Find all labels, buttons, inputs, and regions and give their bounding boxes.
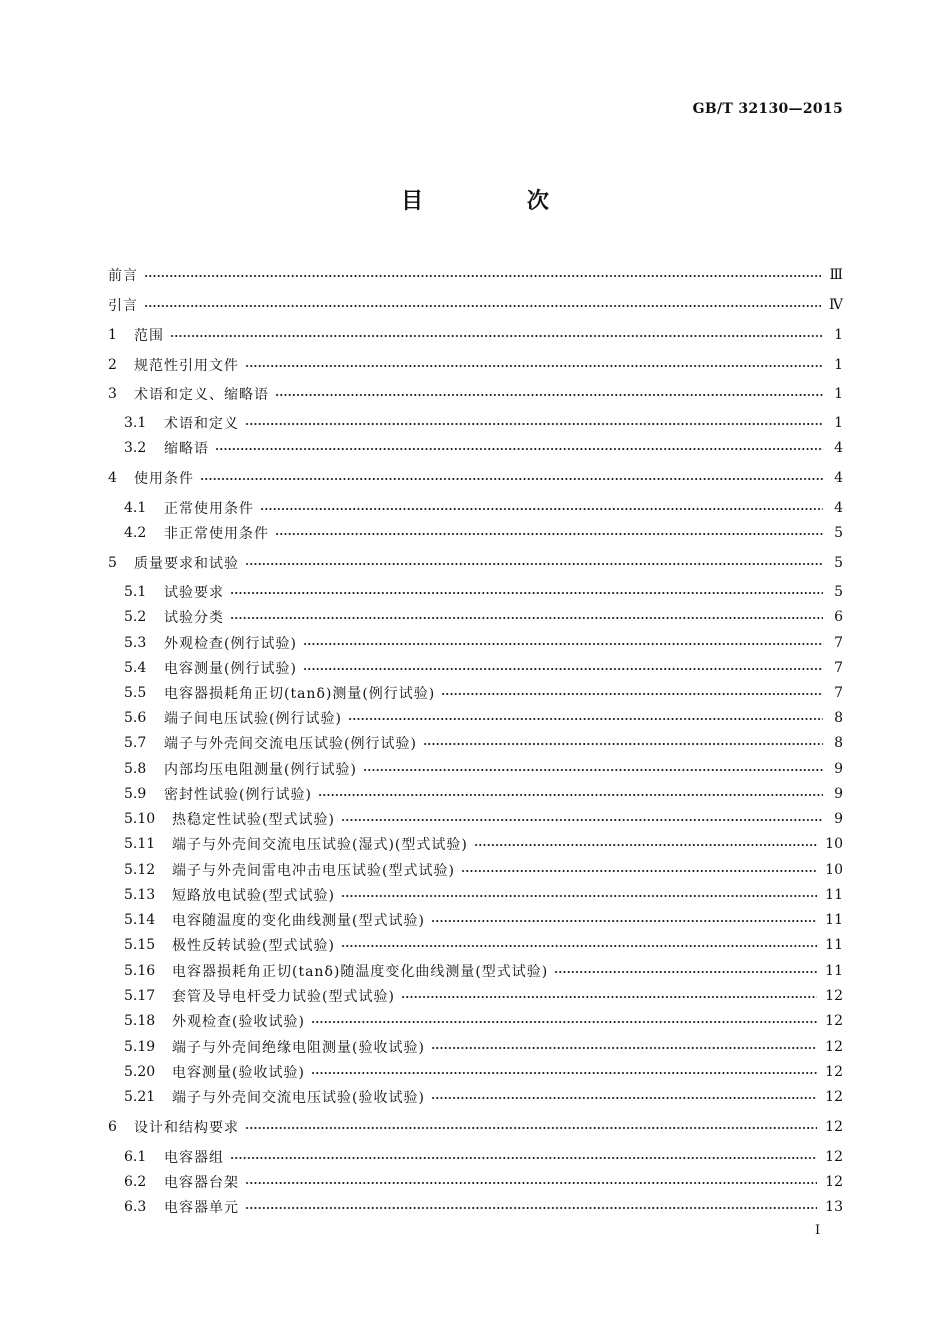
- toc-entry-title: 热稳定性试验(型式试验): [172, 812, 335, 828]
- toc-entry-page: 12: [825, 1119, 843, 1135]
- toc-leader-dots: [230, 1157, 817, 1159]
- toc-entry[interactable]: [108, 466, 843, 490]
- toc-leader-dots: [144, 305, 821, 307]
- toc-entry-title: 端子间电压试验(例行试验): [164, 711, 342, 727]
- toc-entry[interactable]: [108, 656, 843, 680]
- toc-entry-page: 4: [834, 470, 843, 486]
- toc-leader-dots: [363, 769, 823, 771]
- toc-entry-number: 5.20: [124, 1064, 156, 1080]
- toc-entry-number: 6.1: [124, 1149, 147, 1165]
- toc-entry-page: 12: [825, 1064, 843, 1080]
- toc-entry[interactable]: [108, 1009, 843, 1033]
- toc-entry-number: 5.16: [124, 963, 156, 979]
- toc-entry[interactable]: [108, 293, 843, 317]
- toc-entry-page: 6: [834, 609, 843, 625]
- toc-leader-dots: [431, 920, 817, 922]
- toc-leader-dots: [245, 1207, 817, 1209]
- toc-entry-number: 3.1: [124, 415, 147, 431]
- toc-entry-title: 端子与外壳间交流电压试验(湿式)(型式试验): [172, 837, 468, 853]
- toc-entry-number: 5.6: [124, 710, 147, 726]
- toc-entry-number: 5.11: [124, 836, 156, 852]
- toc-entry-page: 4: [834, 500, 843, 516]
- toc-leader-dots: [215, 448, 823, 450]
- toc-entry-title: 电容器单元: [164, 1200, 239, 1216]
- toc-leader-dots: [170, 335, 823, 337]
- toc-entry-title: 电容测量(验收试验): [172, 1065, 305, 1081]
- toc-leader-dots: [474, 844, 817, 846]
- toc-leader-dots: [200, 478, 823, 480]
- toc-entry-title: 规范性引用文件: [134, 358, 239, 374]
- standard-number: GB/T 32130—2015: [692, 101, 843, 117]
- toc-entry[interactable]: [108, 580, 843, 604]
- toc-entry-number: 4.2: [124, 525, 147, 541]
- page-title: 目 次: [401, 188, 597, 214]
- toc-leader-dots: [554, 971, 817, 973]
- toc-entry-page: 12: [825, 1174, 843, 1190]
- toc-entry-page: 1: [834, 357, 843, 373]
- toc-leader-dots: [245, 423, 823, 425]
- toc-entry-number: 3.2: [124, 440, 147, 456]
- toc-leader-dots: [245, 1127, 817, 1129]
- toc-entry-page: 12: [825, 1013, 843, 1029]
- toc-entry[interactable]: [108, 807, 843, 831]
- toc-entry[interactable]: [108, 731, 843, 755]
- toc-entry-title: 电容器损耗角正切(tanδ)随温度变化曲线测量(型式试验): [172, 964, 549, 980]
- toc-entry-title: 试验要求: [164, 585, 224, 601]
- toc-entry[interactable]: [108, 782, 843, 806]
- toc-entry-number: 6: [108, 1119, 117, 1135]
- toc-leader-dots: [423, 743, 823, 745]
- toc-entry-page: Ⅲ: [829, 267, 843, 283]
- toc-entry-page: 11: [825, 937, 843, 953]
- toc-entry-title: 范围: [134, 328, 164, 344]
- toc-entry-title: 端子与外壳间绝缘电阻测量(验收试验): [172, 1040, 425, 1056]
- toc-entry[interactable]: [108, 1170, 843, 1194]
- toc-entry-title: 电容测量(例行试验): [164, 661, 297, 677]
- toc-entry-title: 术语和定义: [164, 416, 239, 432]
- toc-entry-title: 套管及导电杆受力试验(型式试验): [172, 989, 395, 1005]
- toc-entry-title: 设计和结构要求: [134, 1120, 239, 1136]
- toc-entry[interactable]: [108, 681, 843, 705]
- toc-leader-dots: [303, 643, 823, 645]
- toc-leader-dots: [245, 563, 823, 565]
- toc-entry-page: 11: [825, 887, 843, 903]
- toc-entry-title: 极性反转试验(型式试验): [172, 938, 335, 954]
- toc-leader-dots: [401, 996, 817, 998]
- toc-leader-dots: [275, 394, 823, 396]
- toc-entry-number: 6.2: [124, 1174, 147, 1190]
- toc-entry[interactable]: [108, 959, 843, 983]
- toc-entry-number: 5.18: [124, 1013, 156, 1029]
- toc-leader-dots: [303, 668, 823, 670]
- toc-entry[interactable]: [108, 551, 843, 575]
- toc-entry-number: 5.14: [124, 912, 156, 928]
- toc-entry-page: 8: [834, 735, 843, 751]
- toc-entry-number: 5.8: [124, 761, 147, 777]
- toc-entry[interactable]: [108, 933, 843, 957]
- toc-entry-number: 3: [108, 386, 117, 402]
- toc-leader-dots: [431, 1047, 817, 1049]
- toc-entry-number: 5: [108, 555, 117, 571]
- toc-entry[interactable]: [108, 323, 843, 347]
- toc-entry-number: 5.7: [124, 735, 147, 751]
- toc-entry-number: 4: [108, 470, 117, 486]
- toc-leader-dots: [275, 533, 823, 535]
- toc-entry-page: 10: [825, 862, 843, 878]
- toc-entry-page: 10: [825, 836, 843, 852]
- toc-entry-page: 1: [834, 327, 843, 343]
- toc-entry[interactable]: [108, 605, 843, 629]
- toc-entry-number: 2: [108, 357, 117, 373]
- toc-entry-number: 5.21: [124, 1089, 156, 1105]
- toc-entry-page: 1: [834, 415, 843, 431]
- toc-leader-dots: [318, 794, 823, 796]
- toc-entry[interactable]: [108, 1195, 843, 1219]
- toc-entry-title: 非正常使用条件: [164, 526, 269, 542]
- toc-entry-title: 电容器损耗角正切(tanδ)测量(例行试验): [164, 686, 436, 702]
- toc-entry-title: 术语和定义、缩略语: [134, 387, 269, 403]
- toc-entry-title: 端子与外壳间雷电冲击电压试验(型式试验): [172, 863, 455, 879]
- toc-entry-page: 9: [834, 811, 843, 827]
- toc-entry[interactable]: [108, 757, 843, 781]
- toc-entry-page: 5: [834, 584, 843, 600]
- toc-entry[interactable]: [108, 631, 843, 655]
- toc-entry-title: 电容器台架: [164, 1175, 239, 1191]
- toc-entry-number: 5.9: [124, 786, 147, 802]
- toc-entry[interactable]: [108, 436, 843, 460]
- toc-entry[interactable]: [108, 521, 843, 545]
- toc-entry[interactable]: [108, 883, 843, 907]
- toc-entry-title: 试验分类: [164, 610, 224, 626]
- toc-entry-page: 9: [834, 786, 843, 802]
- toc-leader-dots: [431, 1097, 817, 1099]
- toc-entry-page: 9: [834, 761, 843, 777]
- toc-entry-title: 引言: [108, 298, 138, 314]
- toc-leader-dots: [348, 718, 823, 720]
- toc-entry-title: 使用条件: [134, 471, 194, 487]
- toc-entry-title: 端子与外壳间交流电压试验(验收试验): [172, 1090, 425, 1106]
- toc-entry-title: 正常使用条件: [164, 501, 254, 517]
- toc-entry-page: 7: [834, 685, 843, 701]
- toc-entry-number: 5.4: [124, 660, 147, 676]
- toc-entry-title: 密封性试验(例行试验): [164, 787, 312, 803]
- toc-leader-dots: [461, 870, 817, 872]
- toc-leader-dots: [245, 1182, 817, 1184]
- toc-entry[interactable]: [108, 411, 843, 435]
- toc-entry-number: 5.12: [124, 862, 156, 878]
- toc-entry[interactable]: [108, 984, 843, 1008]
- toc-leader-dots: [441, 693, 823, 695]
- toc-entry-title: 外观检查(验收试验): [172, 1014, 305, 1030]
- toc-leader-dots: [341, 895, 817, 897]
- toc-entry-page: 5: [834, 555, 843, 571]
- toc-entry-title: 端子与外壳间交流电压试验(例行试验): [164, 736, 417, 752]
- toc-entry-number: 5.1: [124, 584, 147, 600]
- toc-entry-title: 内部均压电阻测量(例行试验): [164, 762, 357, 778]
- toc-entry-page: 4: [834, 440, 843, 456]
- toc-entry[interactable]: [108, 382, 843, 406]
- toc-entry-page: Ⅳ: [829, 297, 843, 313]
- toc-entry-number: 5.17: [124, 988, 156, 1004]
- toc-entry[interactable]: [108, 263, 843, 287]
- toc-entry-page: 11: [825, 963, 843, 979]
- toc-entry[interactable]: [108, 1115, 843, 1139]
- toc-entry-page: 12: [825, 1039, 843, 1055]
- page-number: I: [815, 1223, 821, 1238]
- toc-entry-title: 质量要求和试验: [134, 556, 239, 572]
- toc-entry-number: 4.1: [124, 500, 147, 516]
- toc-entry[interactable]: [108, 832, 843, 856]
- toc-entry[interactable]: [108, 1145, 843, 1169]
- toc-entry-page: 12: [825, 1089, 843, 1105]
- toc-entry[interactable]: [108, 353, 843, 377]
- toc-entry-number: 5.15: [124, 937, 156, 953]
- toc-entry-title: 缩略语: [164, 441, 209, 457]
- toc-entry[interactable]: [108, 1060, 843, 1084]
- toc-entry-number: 5.3: [124, 635, 147, 651]
- toc-leader-dots: [311, 1021, 817, 1023]
- toc-entry-page: 13: [825, 1199, 843, 1215]
- toc-entry-number: 1: [108, 327, 117, 343]
- toc-leader-dots: [144, 275, 821, 277]
- table-of-contents: [108, 0, 843, 1344]
- toc-entry-page: 12: [825, 988, 843, 1004]
- toc-leader-dots: [245, 365, 823, 367]
- toc-entry-page: 12: [825, 1149, 843, 1165]
- toc-entry-number: 5.19: [124, 1039, 156, 1055]
- toc-entry-page: 7: [834, 635, 843, 651]
- toc-entry-title: 电容器组: [164, 1150, 224, 1166]
- toc-entry-number: 5.13: [124, 887, 156, 903]
- toc-entry[interactable]: [108, 1085, 843, 1109]
- toc-entry-number: 5.5: [124, 685, 147, 701]
- toc-entry-page: 11: [825, 912, 843, 928]
- toc-entry[interactable]: [108, 858, 843, 882]
- toc-leader-dots: [341, 819, 823, 821]
- toc-entry-title: 外观检查(例行试验): [164, 636, 297, 652]
- toc-leader-dots: [230, 592, 823, 594]
- toc-entry[interactable]: [108, 908, 843, 932]
- toc-entry[interactable]: [108, 706, 843, 730]
- toc-leader-dots: [311, 1072, 817, 1074]
- toc-entry-page: 7: [834, 660, 843, 676]
- toc-entry[interactable]: [108, 1035, 843, 1059]
- toc-leader-dots: [260, 508, 823, 510]
- toc-entry-page: 8: [834, 710, 843, 726]
- toc-entry-page: 5: [834, 525, 843, 541]
- toc-entry-title: 短路放电试验(型式试验): [172, 888, 335, 904]
- toc-leader-dots: [341, 945, 817, 947]
- toc-entry-page: 1: [834, 386, 843, 402]
- toc-entry-number: 5.10: [124, 811, 156, 827]
- toc-entry-title: 电容随温度的变化曲线测量(型式试验): [172, 913, 425, 929]
- toc-entry-number: 5.2: [124, 609, 147, 625]
- toc-entry-number: 6.3: [124, 1199, 147, 1215]
- toc-leader-dots: [230, 617, 823, 619]
- toc-entry[interactable]: [108, 496, 843, 520]
- toc-entry-title: 前言: [108, 268, 138, 284]
